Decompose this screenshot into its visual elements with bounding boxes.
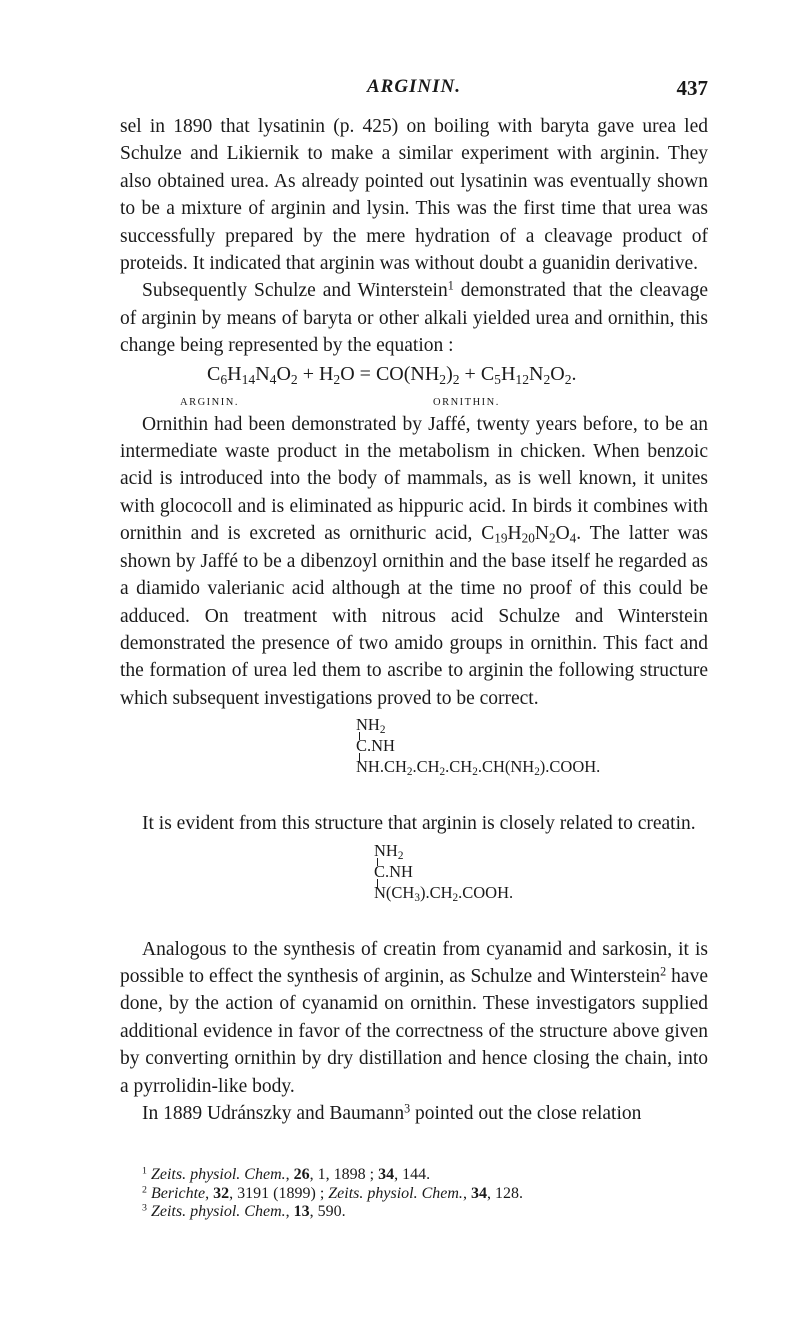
footnote-1-journal: Zeits. physiol. Chem. — [150, 1166, 286, 1183]
footnote-ref-1: 1 — [447, 278, 454, 293]
creatin-line-3: $N(CH_3).CH_2.COOH$. — [374, 882, 514, 904]
footnote-3-sep: , — [285, 1203, 294, 1220]
footnotes — [142, 1166, 708, 1222]
arginin-line-2: C.NH — [356, 736, 395, 756]
footnote-3-volume: 13 — [293, 1203, 310, 1220]
footnote-2-sep: , — [205, 1184, 214, 1202]
creatin-line-2: C.NH — [374, 861, 413, 881]
footnote-1-sep: , — [285, 1166, 294, 1183]
footnote-1-volume-2: 34 — [378, 1166, 395, 1183]
equation-formula: $C_6H_{14}N_4O_2 + H_2O = CO(NH_2)_2 + C_5H_{12}N_2O_2$. — [207, 362, 577, 387]
footnote-2-volume: 32 — [213, 1184, 230, 1202]
paragraph-4: It is evident from this structure that arginin is closely related to creatin. — [142, 813, 696, 835]
footnote-1-pages: , 1, 1898 ; — [309, 1166, 379, 1183]
paragraph-2 — [120, 277, 708, 359]
footnote-2-sep-2: , — [462, 1184, 471, 1202]
paragraph-5 — [120, 936, 708, 1100]
paragraph-3-text-b: . The latter was shown by Jaffé to be a dibenzoyl ornithin and the base itself he regarded as a diamido valerianic acid although at the time no proof of this could be adduced. On treatment with nitrous acid Schulze and Winterstein demonstrated the presence of two amido groups in ornithin. This fact and the formation of urea led them to ascribe to arginin the following structure which subsequent investigations proved to be correct. — [120, 523, 708, 709]
paragraph-2-text-b: demonstrated that the cleavage of arginin by means of baryta or other alkali yielded urea and ornithin, this change being represented by the equation : — [120, 280, 708, 357]
footnote-2-journal-2: Zeits. physiol. Chem. — [328, 1184, 463, 1202]
running-title: ARGININ. — [366, 76, 462, 97]
arginin-structure — [356, 714, 708, 798]
body-text — [120, 113, 708, 1127]
footnote-1-pages-2: , 144. — [394, 1166, 431, 1183]
footnote-ref-2: 2 — [660, 964, 667, 979]
footnote-3-journal: Zeits. physiol. Chem. — [150, 1203, 286, 1220]
footnote-2-pages: , 3191 (1899) ; — [229, 1184, 329, 1202]
footnote-2-volume-2: 34 — [470, 1184, 487, 1202]
paragraph-1: sel in 1890 that lysatinin (p. 425) on boiling with baryta gave urea led Schulze and Likiernik to make a similar experiment with arginin. They also obtained urea. As already pointed out lysatinin was eventually shown to be a mixture of arginin and lysin. This was the first time that urea was successfully prepared by the mere hydration of a cleavage product of proteids. It indicated that arginin was without doubt a guanidin derivative. — [120, 116, 708, 275]
creatin-structure — [374, 840, 708, 924]
footnote-2-number: 2 — [142, 1184, 147, 1196]
paragraph-3-text-a: Ornithin had been demonstrated by Jaffé, twenty years before, to be an intermediate waste product in the metabolism in chicken. When benzoic acid is introduced into the body of mammals, as is well known, it unites with glococoll and is eliminated as hippuric acid. In birds it combines with ornithin and is excreted as ornithuric acid, — [120, 413, 708, 545]
page-header — [120, 76, 708, 106]
cleavage-equation — [120, 361, 708, 411]
footnote-2-pages-2: , 128. — [486, 1184, 523, 1202]
paragraph-6 — [120, 1100, 708, 1127]
paragraph-3 — [120, 411, 708, 712]
footnote-3 — [142, 1203, 708, 1222]
paragraph-5-text-a: Analogous to the synthesis of creatin from cyanamid and sarkosin, it is possible to effect the synthesis of arginin, as Schulze and Winterstein — [120, 938, 708, 987]
footnote-2-journal: Berichte — [150, 1184, 206, 1202]
ornithuric-acid-formula: $C_{19}H_{20}N_2O_4$ — [481, 523, 577, 546]
paragraph-6-text-b: pointed out the close relation — [410, 1102, 642, 1124]
footnote-1 — [142, 1166, 708, 1185]
creatin-line-1: $NH_2$ — [374, 840, 404, 862]
footnote-1-number: 1 — [142, 1165, 147, 1177]
paragraph-2-text-a: Subsequently Schulze and Winterstein — [142, 280, 448, 302]
arginin-line-3: $NH.CH_2.CH_2.CH_2.CH(NH_2).COOH$. — [356, 757, 601, 779]
equation-label-arginin: ARGININ. — [180, 396, 239, 408]
footnote-1-volume: 26 — [293, 1166, 310, 1183]
arginin-line-1: $NH_2$ — [356, 715, 386, 737]
footnote-3-pages: , 590. — [309, 1203, 346, 1220]
paragraph-6-text-a: In 1889 Udránszky and Baumann — [142, 1102, 405, 1124]
paragraph-5-text-b: have done, by the action of cyanamid on ornithin. These investigators supplied additional evidence in favor of the correctness of the structure above given by converting ornithin by dry distillation and hence closing the chain, into a pyrrolidin-like body. — [120, 965, 708, 1097]
page-number: 437 — [676, 76, 708, 100]
equation-label-ornithin: ORNITHIN. — [433, 396, 500, 408]
footnote-ref-3: 3 — [404, 1101, 411, 1116]
footnote-3-number: 3 — [142, 1202, 147, 1214]
footnote-2 — [142, 1185, 708, 1204]
